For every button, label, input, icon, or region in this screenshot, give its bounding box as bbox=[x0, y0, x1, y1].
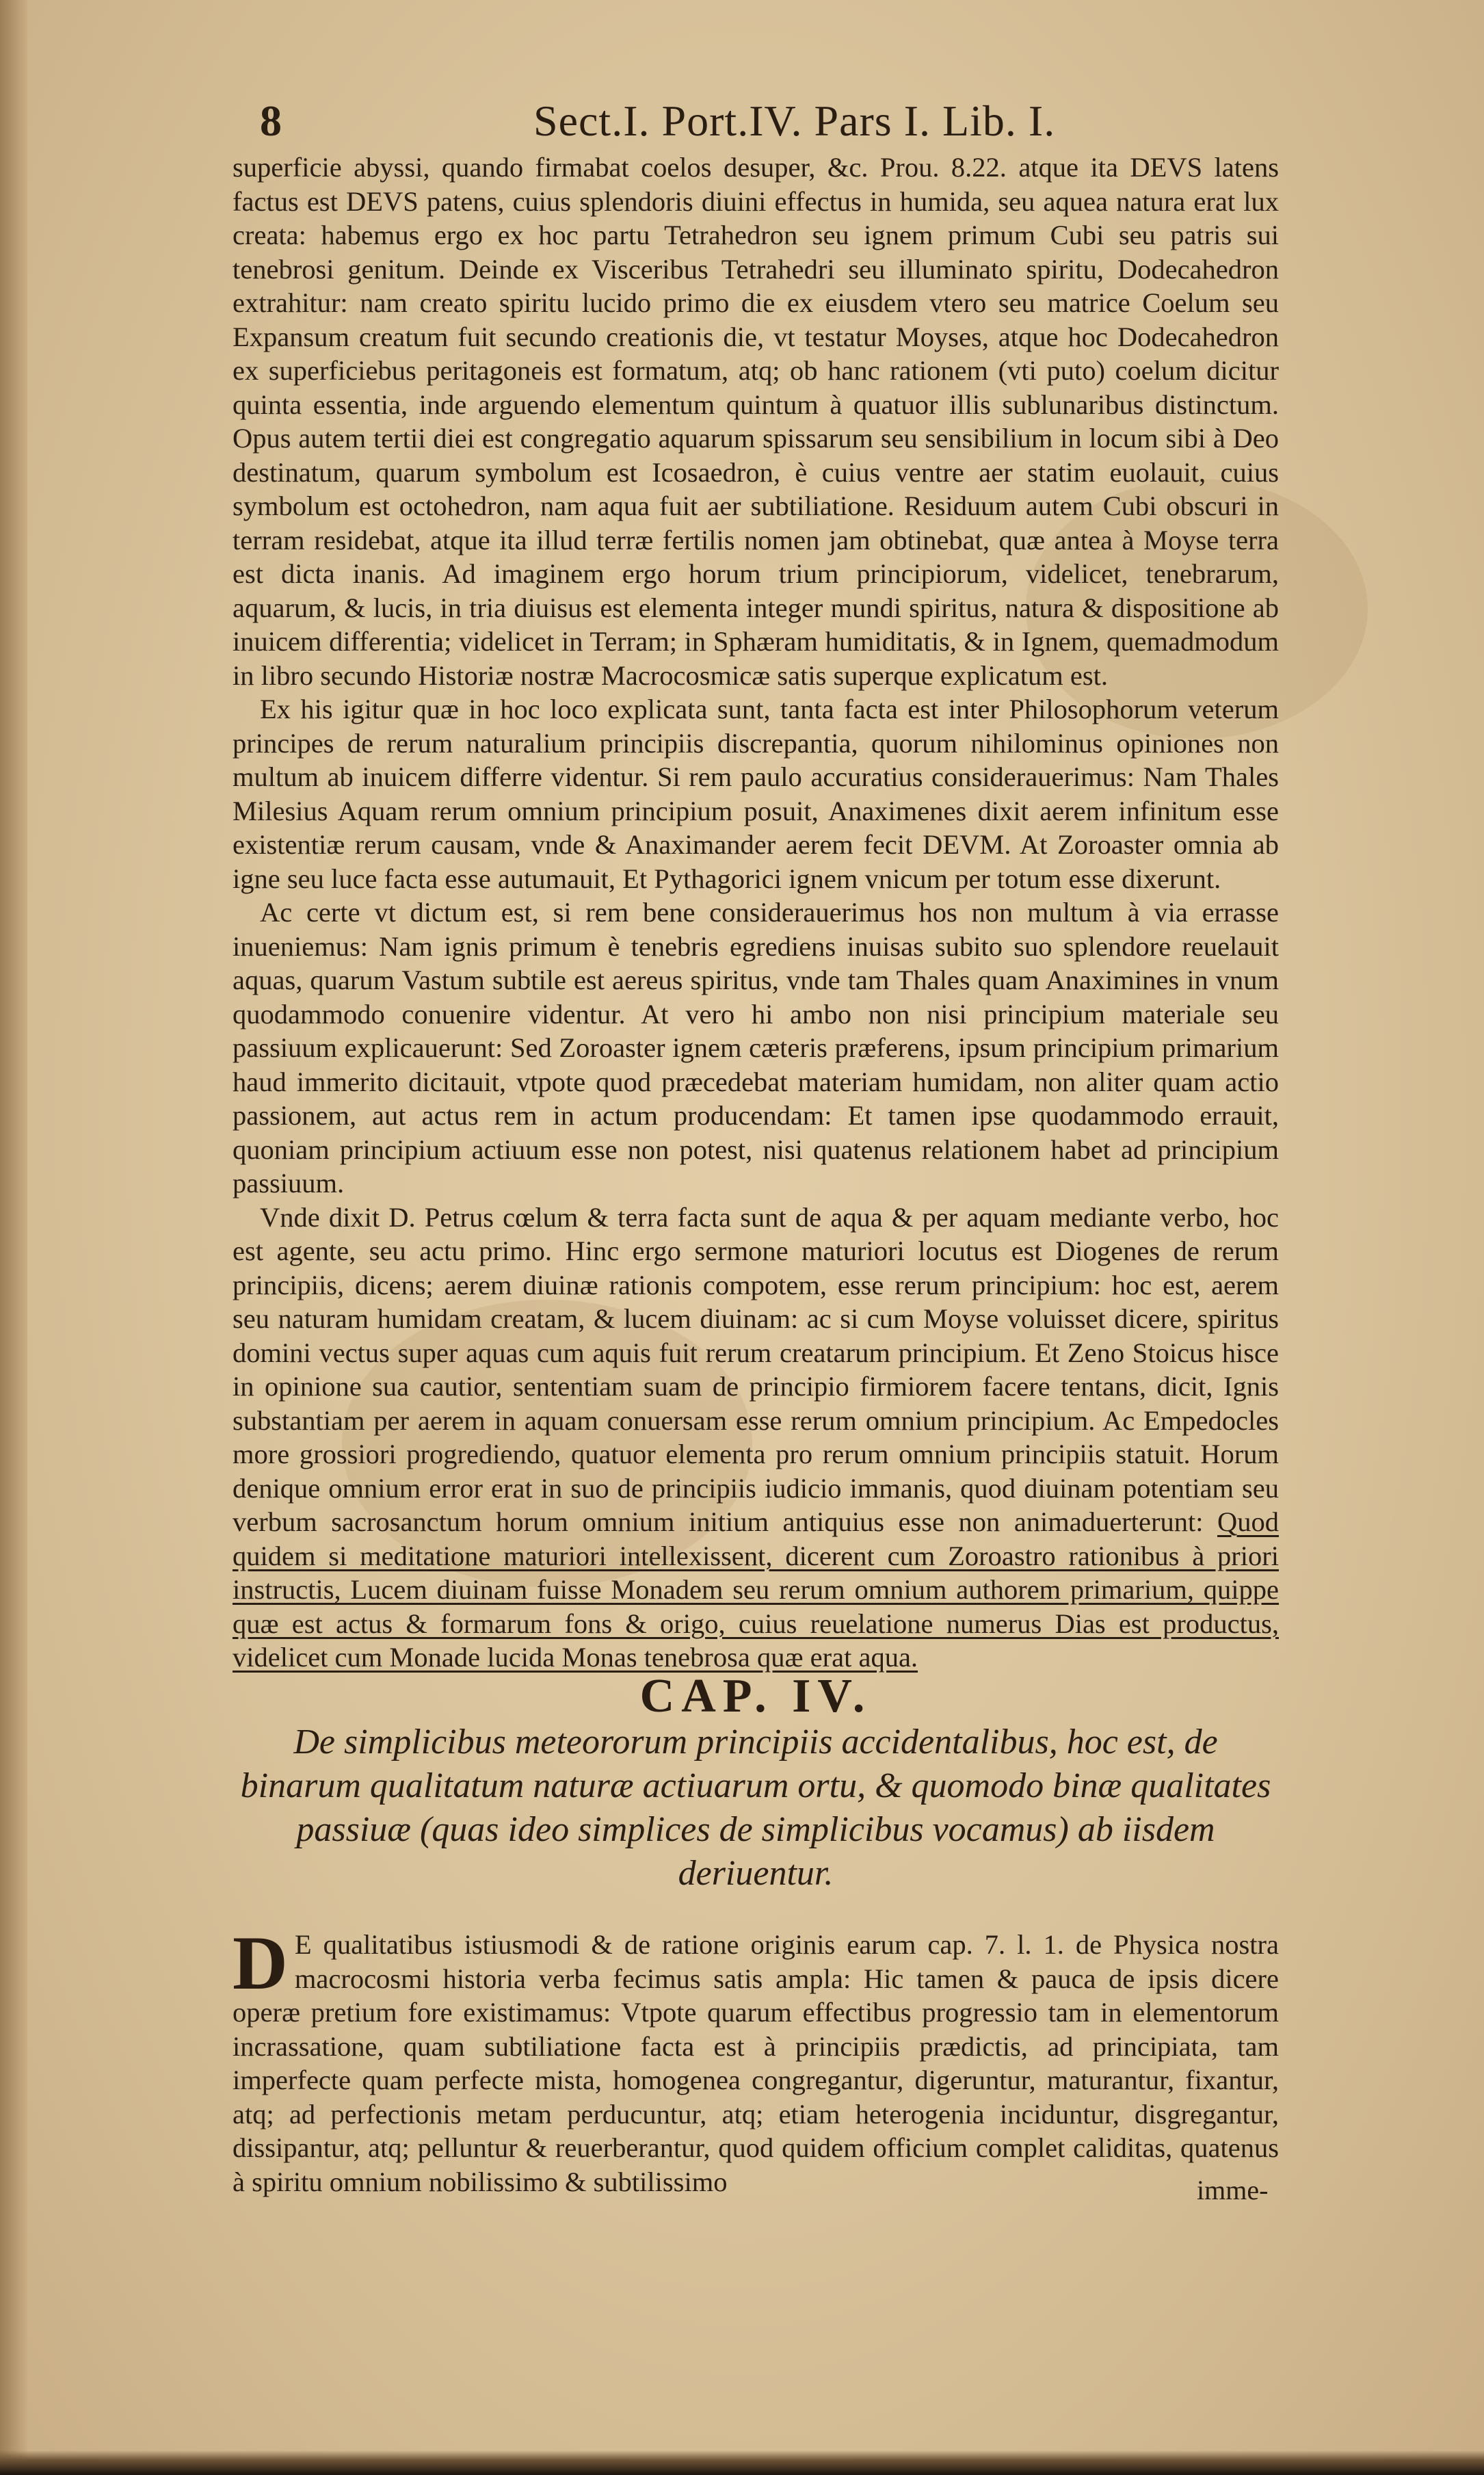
chapter-title: De simplicibus meteororum principiis accidentalibus, hoc est, de binarum qualitatum naturæ actiuarum ortu, & quomodo binæ qualitates passiuæ (quas ideo simplices de simplicibus vocamus) ab iisdem deriuentur. bbox=[240, 1723, 1271, 1893]
drop-cap: D bbox=[233, 1921, 288, 2006]
paragraph: superficie abyssi, quando firmabat coelos desuper, &c. Prou. 8.22. atque ita DEVS latens factus est DEVS patens, cuius splendoris diuini effectus in humida, seu aquea natura erat lux creata: habemus ergo ex hoc partu Tetrahedron seu ignem primum Cubi seu patris sui tenebrosi genitum. Deinde ex Visceribus Tetrahedri seu illuminato spiritu, Dodecahedron extrahitur: nam creato spiritu lucido primo die ex eiusdem vtero seu matrice Coelum seu Expansum creatum fuit secundo creationis die, vt testatur Moyses, atque hoc Dodecahedron ex superficiebus peritagoneis est formatum, atq; ob hanc rationem (vti puto) coelum dicitur quinta essentia, inde arguendo elementum quintum à quatuor illis sublunaribus distinctum. Opus autem tertii diei est congregatio aquarum spissarum seu sensibilium in locum sibi à Deo destinatum, quarum symbolum est Icosaedron, è cuius ventre aer statim euolauit, cuius symbolum est octohedron, nam aqua fuit aer subtiliatione. Residuum autem Cubi obscuri in terram residebat, atque ita illud terræ fertilis nomen jam obtinebat, quæ antea à Moyse terra est dicta inanis. Ad imaginem ergo horum trium principiorum, videlicet, tenebrarum, aquarum, & lucis, in tria diuisus est elementa integer mundi spiritus, natura & dispositione ab inuicem differentia; videlicet in Terram; in Sphæram humiditatis, & in Ignem, quemadmodum in libro secundo Historiæ nostræ Macrocosmicæ satis superque explicatum est. bbox=[233, 152, 1279, 691]
page-header bbox=[0, 96, 1484, 150]
chapter-body bbox=[233, 1921, 1279, 2199]
paragraph bbox=[233, 1201, 1279, 1675]
chapter-body-text: E qualitatibus istiusmodi & de ratione originis earum cap. 7. l. 1. de Physica nostra macrocosmi historia verba fecimus satis ampla: Hic tamen & pauca de ipsis dicere operæ pretium fore existimamus: Vtpote quarum effectibus progressio tam in elementorum incrassatione, quam subtiliatione facta est à principiis prædictis, ad principiata, tam imperfecte quam perfecte mista, homogenea congregantur, digeruntur, maturantur, fixantur, atq; ad perfectionis metam perducuntur, atq; etiam heterogenia inciduntur, disgregantur, dissipantur, atq; pelluntur & reuerberantur, quod quidem officium complet caliditas, quatenus à spiritu omnium nobilissimo & subtilissimo bbox=[233, 1929, 1279, 2197]
catchword: imme- bbox=[1197, 2175, 1269, 2205]
running-head: Sect.I. Port.IV. Pars I. Lib. I. bbox=[533, 96, 1056, 145]
paragraph: Ex his igitur quæ in hoc loco explicata sunt, tanta facta est inter Philosophorum veterum principes de rerum naturalium principiis discrepantia, quorum nihilominus opiniones non multum ab inuicem differre videntur. Si rem paulo accuratius considerauerimus: Nam Thales Milesius Aquam rerum omnium principium posuit, Anaximenes dixit aerem infinitum esse existentiæ rerum causam, vnde & Anaximander aerem fecit DEVM. At Zoroaster omnia ab igne seu luce facta esse autumauit, Et Pythagorici ignem vnicum per totum esse dixerunt. bbox=[233, 694, 1279, 894]
main-text bbox=[233, 150, 1279, 1675]
chapter-heading: CAP. IV. bbox=[639, 1670, 872, 1723]
paragraph: Ac certe vt dictum est, si rem bene considerauerimus hos non multum à via errasse inueniemus: Nam ignis primum è tenebris egrediens inuisas subito suo splendore reuelauit aquas, quarum Vastum subtile est aereus spiritus, vnde tam Thales quam Anaximines in vnum quodammodo conuenire videntur. At vero hi ambo non nisi principium materiale seu passiuum explicauerunt: Sed Zoroaster ignem cæteris præferens, ipsum principium primarium haud immerito dicitauit, vtpote quod præcedebat materiam humidam, non aliter quam actio passionem, aut actus rem in actum producendam: Et tamen ipse quodammodo errauit, quoniam principium actiuum esse non potest, nisi quatenus relationem habet ad principium passiuum. bbox=[233, 897, 1279, 1199]
page-gutter-edge bbox=[0, 0, 27, 2475]
paragraph-text: Vnde dixit D. Petrus cœlum & terra facta sunt de aqua & per aquam mediante verbo, hoc est agente, seu actu primo. Hinc ergo sermone maturiori locutus est Diogenes de rerum principiis, dicens; aerem diuinæ rationis compotem, esse rerum principium: hoc est, aerem seu naturam humidam creatam, & lucem diuinam: ac si cum Moyse voluisset dicere, spiritus domini vectus super aquas cum aquis fuit rerum creatarum principium. Et Zeno Stoicus hisce in opinione sua cautior, sententiam suam de principio firmiorem facere tentans, dicit, Ignis substantiam per aerem in aquam conuersam esse rerum omnium principium. Ac Empedocles more grossiori progrediendo, quatuor elementa pro rerum omnium principiis statuit. Horum denique omnium error erat in suo de principiis iudicio immanis, quod diuinam potentiam seu verbum sacrosanctum horum omnium initium antiquius esse non animaduerterunt: bbox=[233, 1201, 1279, 1537]
page-bottom-edge bbox=[0, 2450, 1484, 2475]
underlined-passage: Quod quidem si meditatione maturiori intellexissent, dicerent cum Zoroastro rationibus à priori instructis, Lucem diuinam fuisse Monadem seu rerum omnium authorem primarium, quippe quæ est actus & formarum fons & origo, cuius reuelatione numerus Dias est productus, videlicet cum Monade lucida Monas tenebrosa quæ erat aqua. bbox=[233, 1506, 1279, 1673]
page-number: 8 bbox=[260, 96, 282, 145]
